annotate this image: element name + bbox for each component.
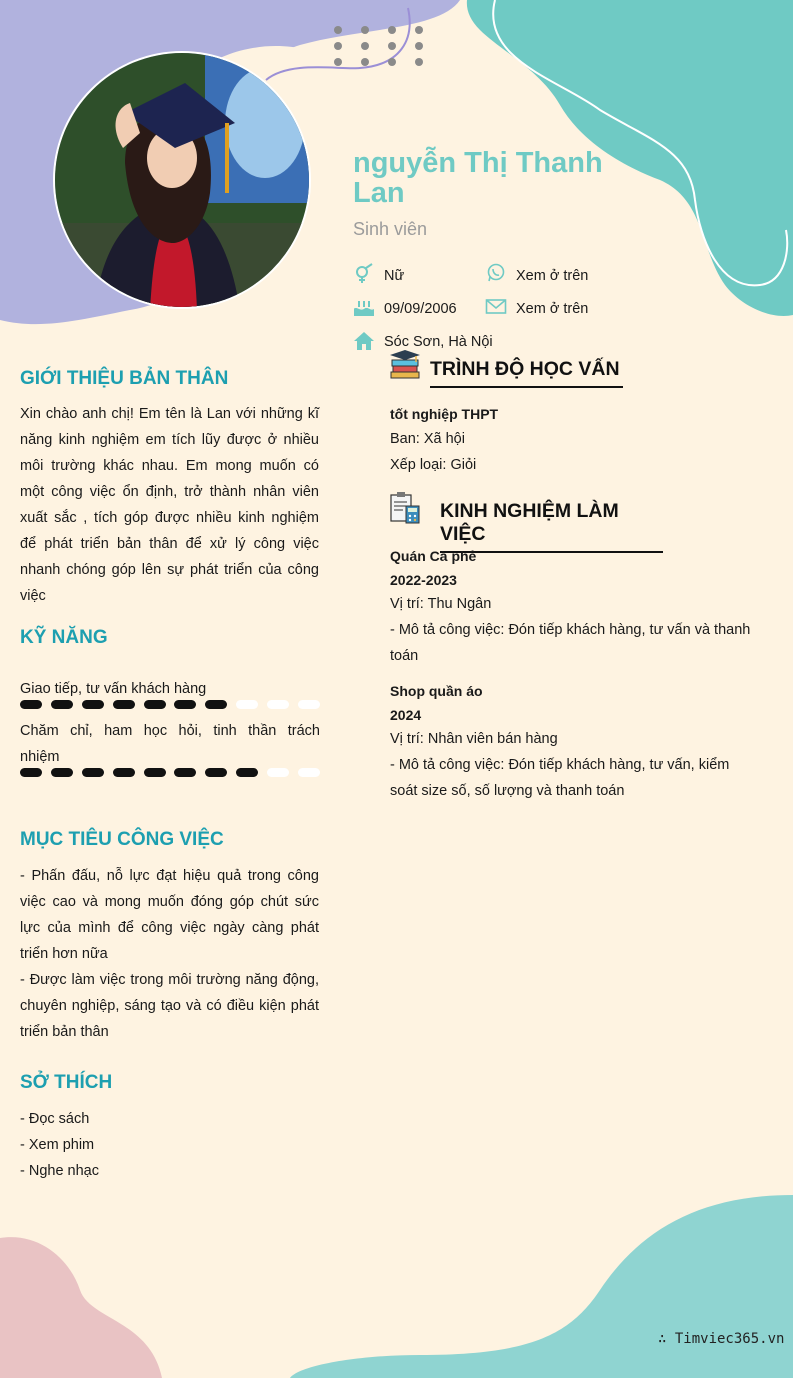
skill-dash-empty (267, 700, 289, 709)
footer-brand: ∴ Timviec365.vn (658, 1331, 785, 1347)
about-line: môi trường khác nhau. Em mong muốn có (20, 458, 319, 474)
job-detail-line: - Mô tả công việc: Đón tiếp khách hàng, tư vấn, kiểm (390, 757, 730, 773)
job-detail-line: - Mô tả công việc: Đón tiếp khách hàng, tư vấn và thanh (390, 622, 751, 638)
skill-dash-empty (267, 768, 289, 777)
experience-heading: KINH NGHIỆM LÀM VIỆC (440, 500, 663, 553)
objective-line: - Phấn đấu, nỗ lực đạt hiệu quả trong công (20, 868, 319, 884)
about-line: để phát triển bản thân để xử lý công việc (20, 536, 319, 552)
skill-level-bar (20, 768, 320, 778)
about-heading: GIỚI THIỆU BẢN THÂN (20, 368, 229, 389)
pink-blob (0, 1237, 162, 1378)
phone-value: Xem ở trên (516, 268, 589, 284)
skill-dash-filled (51, 768, 73, 777)
envelope-icon (485, 297, 507, 317)
about-line: Xin chào anh chị! Em tên là Lan với những kĩ (20, 406, 319, 422)
objective-line: chuyên nghiệp, sáng tạo và có điều kiện phát (20, 998, 319, 1014)
email-value: Xem ở trên (516, 301, 589, 317)
job-period: 2024 (390, 707, 422, 723)
birthday-value: 09/09/2006 (384, 301, 457, 317)
skills-heading: KỸ NĂNG (20, 627, 108, 648)
skill-dash-filled (205, 700, 227, 709)
graduation-books-icon (389, 350, 421, 382)
hobbies-heading: SỞ THÍCH (20, 1072, 113, 1093)
birthday-cake-icon (353, 297, 375, 317)
skill-dash-filled (144, 768, 166, 777)
home-icon (353, 331, 375, 351)
gender-icon (353, 263, 375, 283)
job-company: Quán Cà phê (390, 548, 477, 564)
skill-dash-filled (174, 700, 196, 709)
skill-dash-filled (144, 700, 166, 709)
skill-level-bar (20, 700, 320, 710)
objective-line: việc cao và mong muốn đóng góp chút sức (20, 894, 319, 910)
skill-name: nhiệm (20, 749, 60, 765)
hobby-item: - Nghe nhạc (20, 1163, 99, 1179)
skill-dash-filled (82, 700, 104, 709)
teal-blob-bottom (290, 1195, 793, 1378)
skill-name: Chăm chỉ, ham học hỏi, tinh thần trách (20, 723, 320, 739)
full-name: nguyễn Thị Thanh Lan (353, 147, 603, 209)
education-detail-line: Ban: Xã hội (390, 431, 465, 447)
skill-dash-filled (20, 768, 42, 777)
job-title: Sinh viên (353, 219, 428, 239)
skill-name: Giao tiếp, tư vấn khách hàng (20, 681, 207, 697)
objective-line: triển hơn nữa (20, 946, 108, 962)
job-detail-line: Vị trí: Nhân viên bán hàng (390, 731, 558, 747)
objective-line: - Được làm việc trong môi trường năng động, (20, 972, 319, 988)
job-detail-line: Vị trí: Thu Ngân (390, 596, 492, 612)
footer-brand-text: Timviec365.vn (674, 1331, 785, 1347)
skill-dash-filled (113, 700, 135, 709)
job-period: 2022-2023 (390, 572, 457, 588)
about-line: xuất sắc , tích góp được nhiều kinh nghiệm (20, 510, 319, 526)
objective-heading: MỤC TIÊU CÔNG VIỆC (20, 829, 224, 850)
skill-dash-empty (298, 768, 320, 777)
about-line: năng kinh nghiệm em tích lũy được ở nhiều (20, 432, 319, 448)
skill-dash-empty (298, 700, 320, 709)
education-detail-line: Xếp loại: Giỏi (390, 457, 477, 473)
skill-dash-empty (236, 700, 258, 709)
skill-dash-filled (174, 768, 196, 777)
skill-dash-filled (20, 700, 42, 709)
objective-line: triển bản thân (20, 1024, 109, 1040)
profile-photo (53, 51, 311, 309)
hobby-item: - Xem phim (20, 1137, 95, 1153)
hobby-item: - Đọc sách (20, 1111, 90, 1127)
education-school: tốt nghiệp THPT (390, 406, 499, 422)
whatsapp-icon (485, 263, 507, 283)
education-heading: TRÌNH ĐỘ HỌC VẤN (430, 358, 623, 388)
about-line: nhanh chóng góp lên sự phát triển của công (20, 562, 319, 578)
job-company: Shop quần áo (390, 683, 483, 699)
gender-value: Nữ (384, 268, 405, 284)
about-line: một công việc ổn định, trở thành nhân viên (20, 484, 319, 500)
job-detail-line: toán (390, 648, 419, 664)
job-detail-line: soát size số, số lượng và thanh toán (390, 783, 625, 799)
address-value: Sóc Sơn, Hà Nội (384, 334, 493, 350)
clipboard-calculator-icon (389, 492, 421, 524)
skill-dash-filled (205, 768, 227, 777)
skill-dash-filled (236, 768, 258, 777)
about-line: việc (20, 588, 46, 604)
skill-dash-filled (51, 700, 73, 709)
objective-line: lực của mình để công việc ngày càng phát (20, 920, 319, 936)
skill-dash-filled (113, 768, 135, 777)
graduate-portrait (55, 53, 311, 309)
skill-dash-filled (82, 768, 104, 777)
